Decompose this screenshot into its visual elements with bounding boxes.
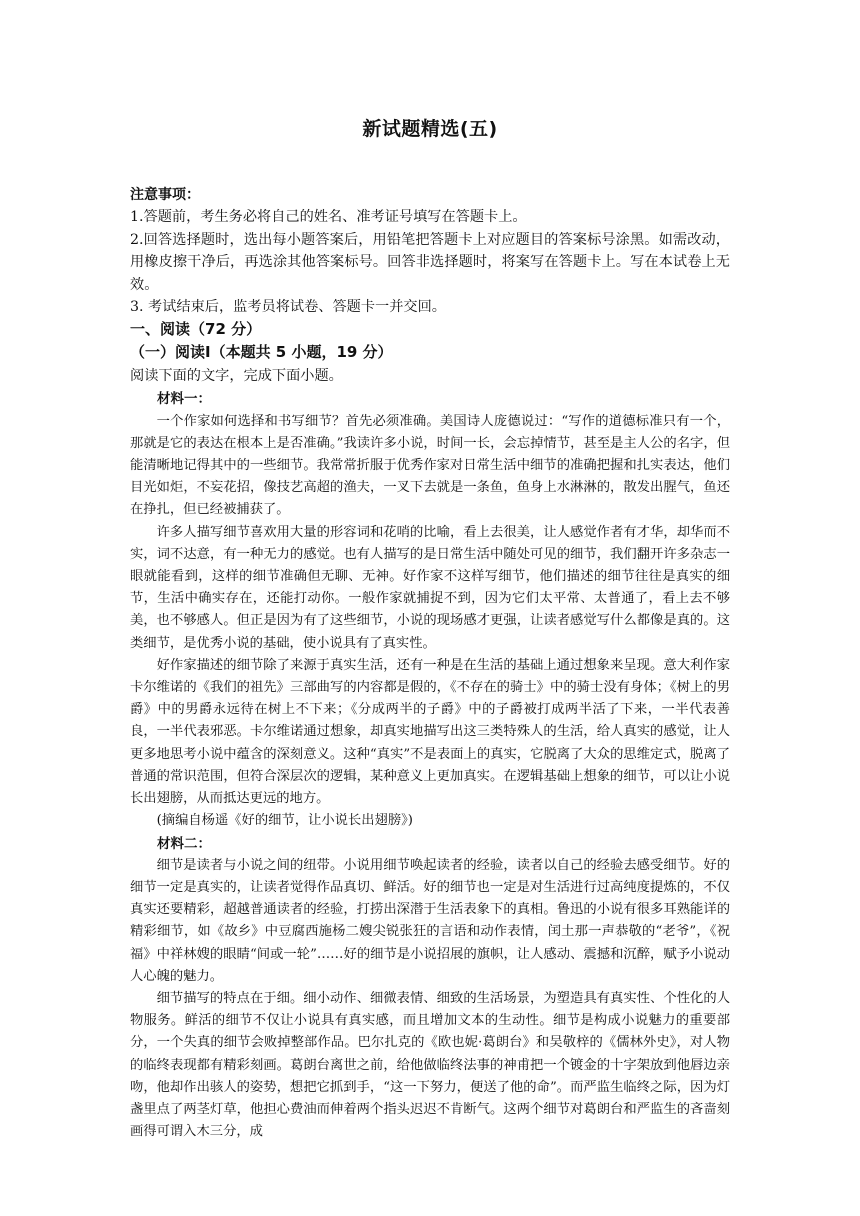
reading-material-1 — [130, 388, 730, 832]
paragraph: 许多人描写细节喜欢用大量的形容词和花哨的比喻，看上去很美，让人感觉作者有才华，却华而不实，词不达意，有一种无力的感觉。也有人描写的是日常生活中随处可见的细节，我们翻开许多杂志一眼就能看到，这样的细节准确但无聊、无神。好作家不这样写细节，他们描述的细节往往是真实的细节，生活中确实存在，还能打动你。一般作家就捕捉不到，因为它们太平常、太普通了，看上去不够美，也不够感人。但正是因为有了这些细节，小说的现场感才更强，让读者感觉写什么都像是真的。这类细节，是优秀小说的基础，使小说具有了真实性。 — [130, 524, 730, 651]
material-1-label: 材料一： — [157, 391, 211, 408]
material-1-source: (摘编自杨遥《好的细节，让小说长出翅膀》) — [156, 813, 413, 829]
paragraph: 细节是读者与小说之间的纽带。小说用细节唤起读者的经验，读者以自己的经验去感受细节。好的细节一定是真实的，让读者觉得作品真切、鲜活。好的细节也一定是对生活进行过高纯度提炼的，不仅真实还要精彩，超越普通读者的经验，打捞出深潜于生活表象下的真相。鲁迅的小说有很多耳熟能详的精彩细节，如《故乡》中豆腐西施杨二嫂尖锐张狂的言语和动作表情，闰土那一声恭敬的“老爷”，《祝福》中祥林嫂的眼睛“间或一轮”……好的细节是小说招展的旗帜，让人感动、震撼和沉醉，赋予小说动人心魄的魅力。 — [130, 857, 730, 984]
section-subheading: （一）阅读Ⅰ（本题共 5 小题，19 分） — [130, 343, 393, 362]
section-instruction: 阅读下面的文字，完成下面小题。 — [130, 368, 343, 385]
notes-item: 1.答题前，考生务必将自己的姓名、准考证号填写在答题卡上。 — [130, 209, 527, 226]
reading-material-2 — [130, 833, 730, 1144]
page-title: 新试题精选(五) — [362, 118, 498, 140]
notes-item: 2.回答选择题时，选出每小题答案后，用铅笔把答题卡上对应题目的答案标号涂黑。如需改动，用橡皮擦干净后，再选涂其他答案标号。回答非选择题时，将案写在答题卡上。写在本试卷上无效。 — [130, 231, 730, 293]
paragraph: 细节描写的特点在于细。细小动作、细微表情、细致的生活场景，为塑造具有真实性、个性化的人物服务。鲜活的细节不仅让小说具有真实感，而且增加文本的生动性。细节是构成小说魅力的重要部分，一个失真的细节会败掉整部作品。巴尔扎克的《欧也妮·葛朗台》和吴敬梓的《儒林外史》，对人物的临终表现都有精彩刻画。葛朗台离世之前，给他做临终法事的神甫把一个镀金的十字架放到他唇边亲吻，他却作出骇人的姿势，想把它抓到手，“这一下努力，便送了他的命”。而严监生临终之际，因为灯盏里点了两茎灯草，他担心费油而伸着两个指头迟迟不肯断气。这两个细节对葛朗台和严监生的吝啬刻画得可谓入木三分，成 — [130, 990, 730, 1140]
section-heading: 一、阅读（72 分） — [130, 320, 262, 339]
material-2-label: 材料二： — [157, 835, 211, 852]
paragraph: 一个作家如何选择和书写细节？首先必须准确。美国诗人庞德说过：“写作的道德标准只有一个，那就是它的表达在根本上是否准确。”我读许多小说，时间一长，会忘掉情节，甚至是主人公的名字，但能清晰地记得其中的一些细节。我常常折服于优秀作家对日常生活中细节的准确把握和扎实表达，他们目光如炬，不妄花招，像技艺高超的渔夫，一叉下去就是一条鱼，鱼身上水淋淋的，散发出腥气，鱼还在挣扎，但已经被捕获了。 — [130, 413, 730, 518]
notes-item: 3. 考试结束后，监考员将试卷、答题卡一并交回。 — [130, 299, 446, 316]
paragraph: 好作家描述的细节除了来源于真实生活，还有一种是在生活的基础上通过想象来呈现。意大利作家卡尔维诺的《我们的祖先》三部曲写的内容都是假的，《不存在的骑士》中的骑士没有身体；《树上的男爵》中的男爵永远待在树上不下来；《分成两半的子爵》中的子爵被打成两半活了下来，一半代表善良，一半代表邪恶。卡尔维诺通过想象，却真实地描写出这三类特殊人的生活，给人真实的感觉，让人更多地思考小说中蕴含的深刻意义。这种“真实”不是表面上的真实，它脱离了大众的思维定式，脱离了普通的常识范围，但符合深层次的逻辑，某种意义上更加真实。在逻辑基础上想象的细节，可以让小说长出翅膀，从而抵达更远的地方。 — [130, 657, 730, 807]
notes-block — [130, 184, 730, 1143]
notes-heading: 注意事项： — [130, 187, 200, 203]
